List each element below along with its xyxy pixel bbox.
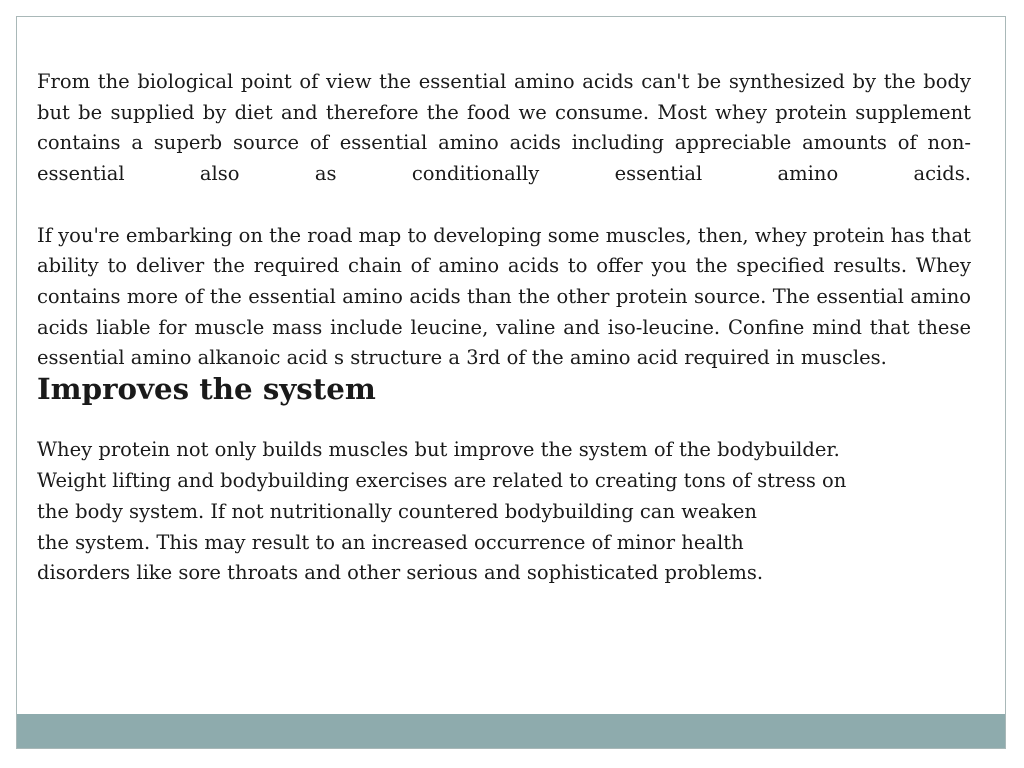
section-heading: Improves the system bbox=[37, 372, 376, 407]
paragraph-road-map: If you're embarking on the road map to developing some muscles, then, whey protein has that ability to deliver the required chain of amino acids to offer you the specified results. Whey contains more of the essential amino acids than the other protein source. The essential amino acids liable for muscle mass include leucine, valine and iso-leucine. Confine mind that these essential amino alkanoic acid s structure a 3rd of the amino acid required in muscles. bbox=[37, 223, 971, 370]
paragraph-line: disorders like sore throats and other serious and sophisticated problems. bbox=[37, 561, 764, 585]
slide-frame bbox=[16, 16, 1006, 749]
paragraph-line: the system. This may result to an increased occurrence of minor health bbox=[37, 530, 744, 554]
document-body bbox=[37, 67, 971, 589]
paragraph-line: Weight lifting and bodybuilding exercises are related to creating tons of stress on bbox=[37, 469, 847, 493]
footer-bar bbox=[17, 714, 1005, 748]
paragraph-line: the body system. If not nutritionally countered bodybuilding can weaken bbox=[37, 499, 757, 523]
paragraph-line: Whey protein not only builds muscles but improve the system of the bodybuilder. bbox=[37, 438, 840, 462]
paragraph-spacer bbox=[37, 190, 971, 221]
paragraph-immune-system bbox=[37, 435, 971, 589]
paragraph-essential-amino-acids: From the biological point of view the essential amino acids can't be synthesized by the body but be supplied by diet and therefore the food we consume. Most whey protein supplement contains a superb source of essential amino acids including appreciable amounts of non-essential also as conditionally essential amino acids. bbox=[37, 70, 971, 186]
paragraph-spacer bbox=[37, 405, 971, 436]
